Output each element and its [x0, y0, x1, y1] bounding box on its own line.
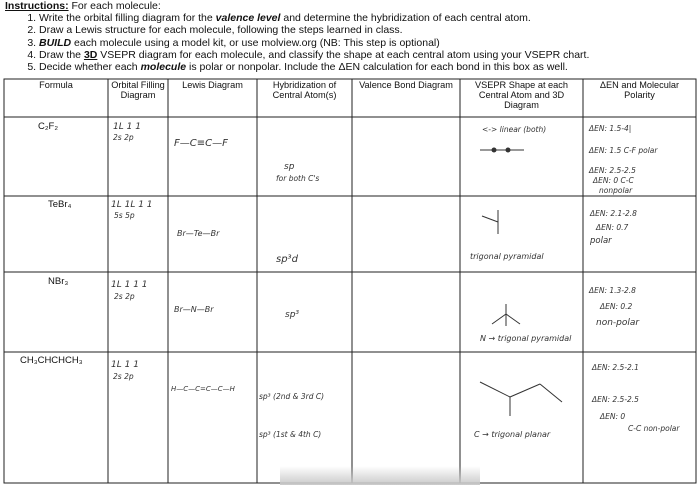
- polarity-c2f2-2: ΔEN: 1.5 C-F polar: [589, 146, 658, 155]
- instruction-text: and determine the hybridization of each central atom.: [280, 12, 531, 25]
- butene-3d-diagram: [470, 372, 570, 422]
- polarity-tebr4-1: ΔEN: 2.1-2.8: [590, 209, 637, 218]
- instruction-text: Write the orbital filling diagram for the: [39, 12, 216, 25]
- instruction-emphasis: valence level: [215, 12, 281, 25]
- instruction-text: each molecule using a model kit, or use molview.org (NB: This step is optional): [71, 36, 440, 49]
- header-valence-bond: Valence Bond Diagram: [359, 80, 453, 90]
- polarity-butene-2: ΔEN: 2.5-2.5: [592, 395, 639, 404]
- formula-tebr4: TeBr₄: [48, 199, 72, 210]
- vsepr-butene: C → trigonal planar: [474, 430, 551, 439]
- instruction-text: is polar or nonpolar. Include the ΔEN calculation for each bond in this box as well.: [186, 61, 568, 74]
- formula-c2f2: C₂F₂: [38, 121, 59, 132]
- polarity-tebr4-2: ΔEN: 0.7: [596, 223, 629, 232]
- header-hybridization: Hybridization of Central Atom(s): [272, 80, 337, 101]
- polarity-c2f2-3: ΔEN: 2.5-2.5: [589, 166, 636, 175]
- instruction-emphasis: BUILD: [39, 36, 72, 49]
- header-vsepr: VSEPR Shape at each Central Atom and 3D Diagram: [475, 80, 568, 111]
- orbital-c2f2-line1: 1L 1 1: [113, 122, 141, 132]
- vsepr-c2f2: <-> linear (both): [482, 125, 547, 134]
- polarity-c2f2-1: ΔEN: 1.5-4|: [589, 124, 632, 133]
- lewis-nbr3: Br—N—Br: [174, 305, 214, 314]
- instruction-emphasis: 3D: [83, 48, 98, 61]
- orbital-butene-line2: 2s 2p: [113, 372, 134, 381]
- nbr3-3d-diagram: [486, 300, 526, 330]
- hybrid-nbr3: sp³: [285, 310, 300, 320]
- orbital-tebr4-line2: 5s 5p: [114, 211, 135, 220]
- polarity-tebr4-3: polar: [590, 236, 612, 246]
- vsepr-nbr3: N → trigonal pyramidal: [480, 334, 572, 343]
- formula-nbr3: NBr₃: [48, 276, 69, 287]
- instruction-emphasis: molecule: [140, 61, 187, 74]
- hybrid-butene-1: sp³ (2nd & 3rd C): [259, 392, 325, 401]
- polarity-c2f2-4: ΔEN: 0 C-C: [593, 176, 634, 185]
- bottom-shadow: [280, 466, 480, 485]
- header-lewis: Lewis Diagram: [182, 80, 243, 90]
- tebr4-3d-diagram: [478, 206, 518, 238]
- orbital-nbr3-line2: 2s 2p: [114, 292, 135, 301]
- hybrid-butene-2: sp³ (1st & 4th C): [259, 430, 322, 439]
- polarity-butene-3: ΔEN: 0: [600, 412, 626, 421]
- hybrid-tebr4: sp³d: [276, 254, 298, 265]
- header-polarity: ΔEN and Molecular Polarity: [599, 80, 680, 101]
- instruction-text: Decide whether each: [39, 61, 141, 74]
- header-formula: Formula: [39, 80, 73, 90]
- lewis-butene: H—C—C=C—C—H: [171, 385, 235, 393]
- orbital-c2f2-line2: 2s 2p: [113, 133, 134, 142]
- vsepr-tebr4: trigonal pyramidal: [470, 252, 544, 261]
- orbital-nbr3-line1: 1L 1 1 1: [111, 280, 148, 290]
- polarity-nbr3-3: non-polar: [596, 318, 640, 328]
- polarity-c2f2-5: nonpolar: [599, 186, 633, 195]
- instructions-title: Instructions:: [5, 0, 69, 12]
- instructions-title-tail: For each molecule:: [68, 0, 161, 12]
- formula-butene: CH₃CHCHCH₃: [20, 355, 83, 366]
- header-orbital: Orbital Filling Diagram: [111, 80, 165, 101]
- lewis-c2f2: F—C≡C—F: [174, 138, 228, 149]
- orbital-tebr4-line1: 1L 1L 1 1: [111, 200, 153, 210]
- instruction-text: Draw the: [39, 48, 84, 61]
- polarity-butene-1: ΔEN: 2.5-2.1: [592, 363, 639, 372]
- lewis-tebr4: Br—Te—Br: [177, 229, 220, 238]
- instruction-text: Draw a Lewis structure for each molecule, following the steps learned in class.: [39, 24, 403, 37]
- c2f2-3d-diagram: [478, 142, 528, 158]
- hybrid-c2f2: sp: [284, 162, 295, 172]
- polarity-nbr3-1: ΔEN: 1.3-2.8: [589, 286, 636, 295]
- polarity-nbr3-2: ΔEN: 0.2: [600, 302, 633, 311]
- polarity-butene-4: C-C non-polar: [628, 424, 680, 433]
- instruction-text: VSEPR diagram for each molecule, and classify the shape at each central atom using your VSEPR chart.: [97, 48, 590, 61]
- hybrid-c2f2-note: for both C's: [276, 174, 320, 183]
- orbital-butene-line1: 1L 1 1: [111, 360, 139, 370]
